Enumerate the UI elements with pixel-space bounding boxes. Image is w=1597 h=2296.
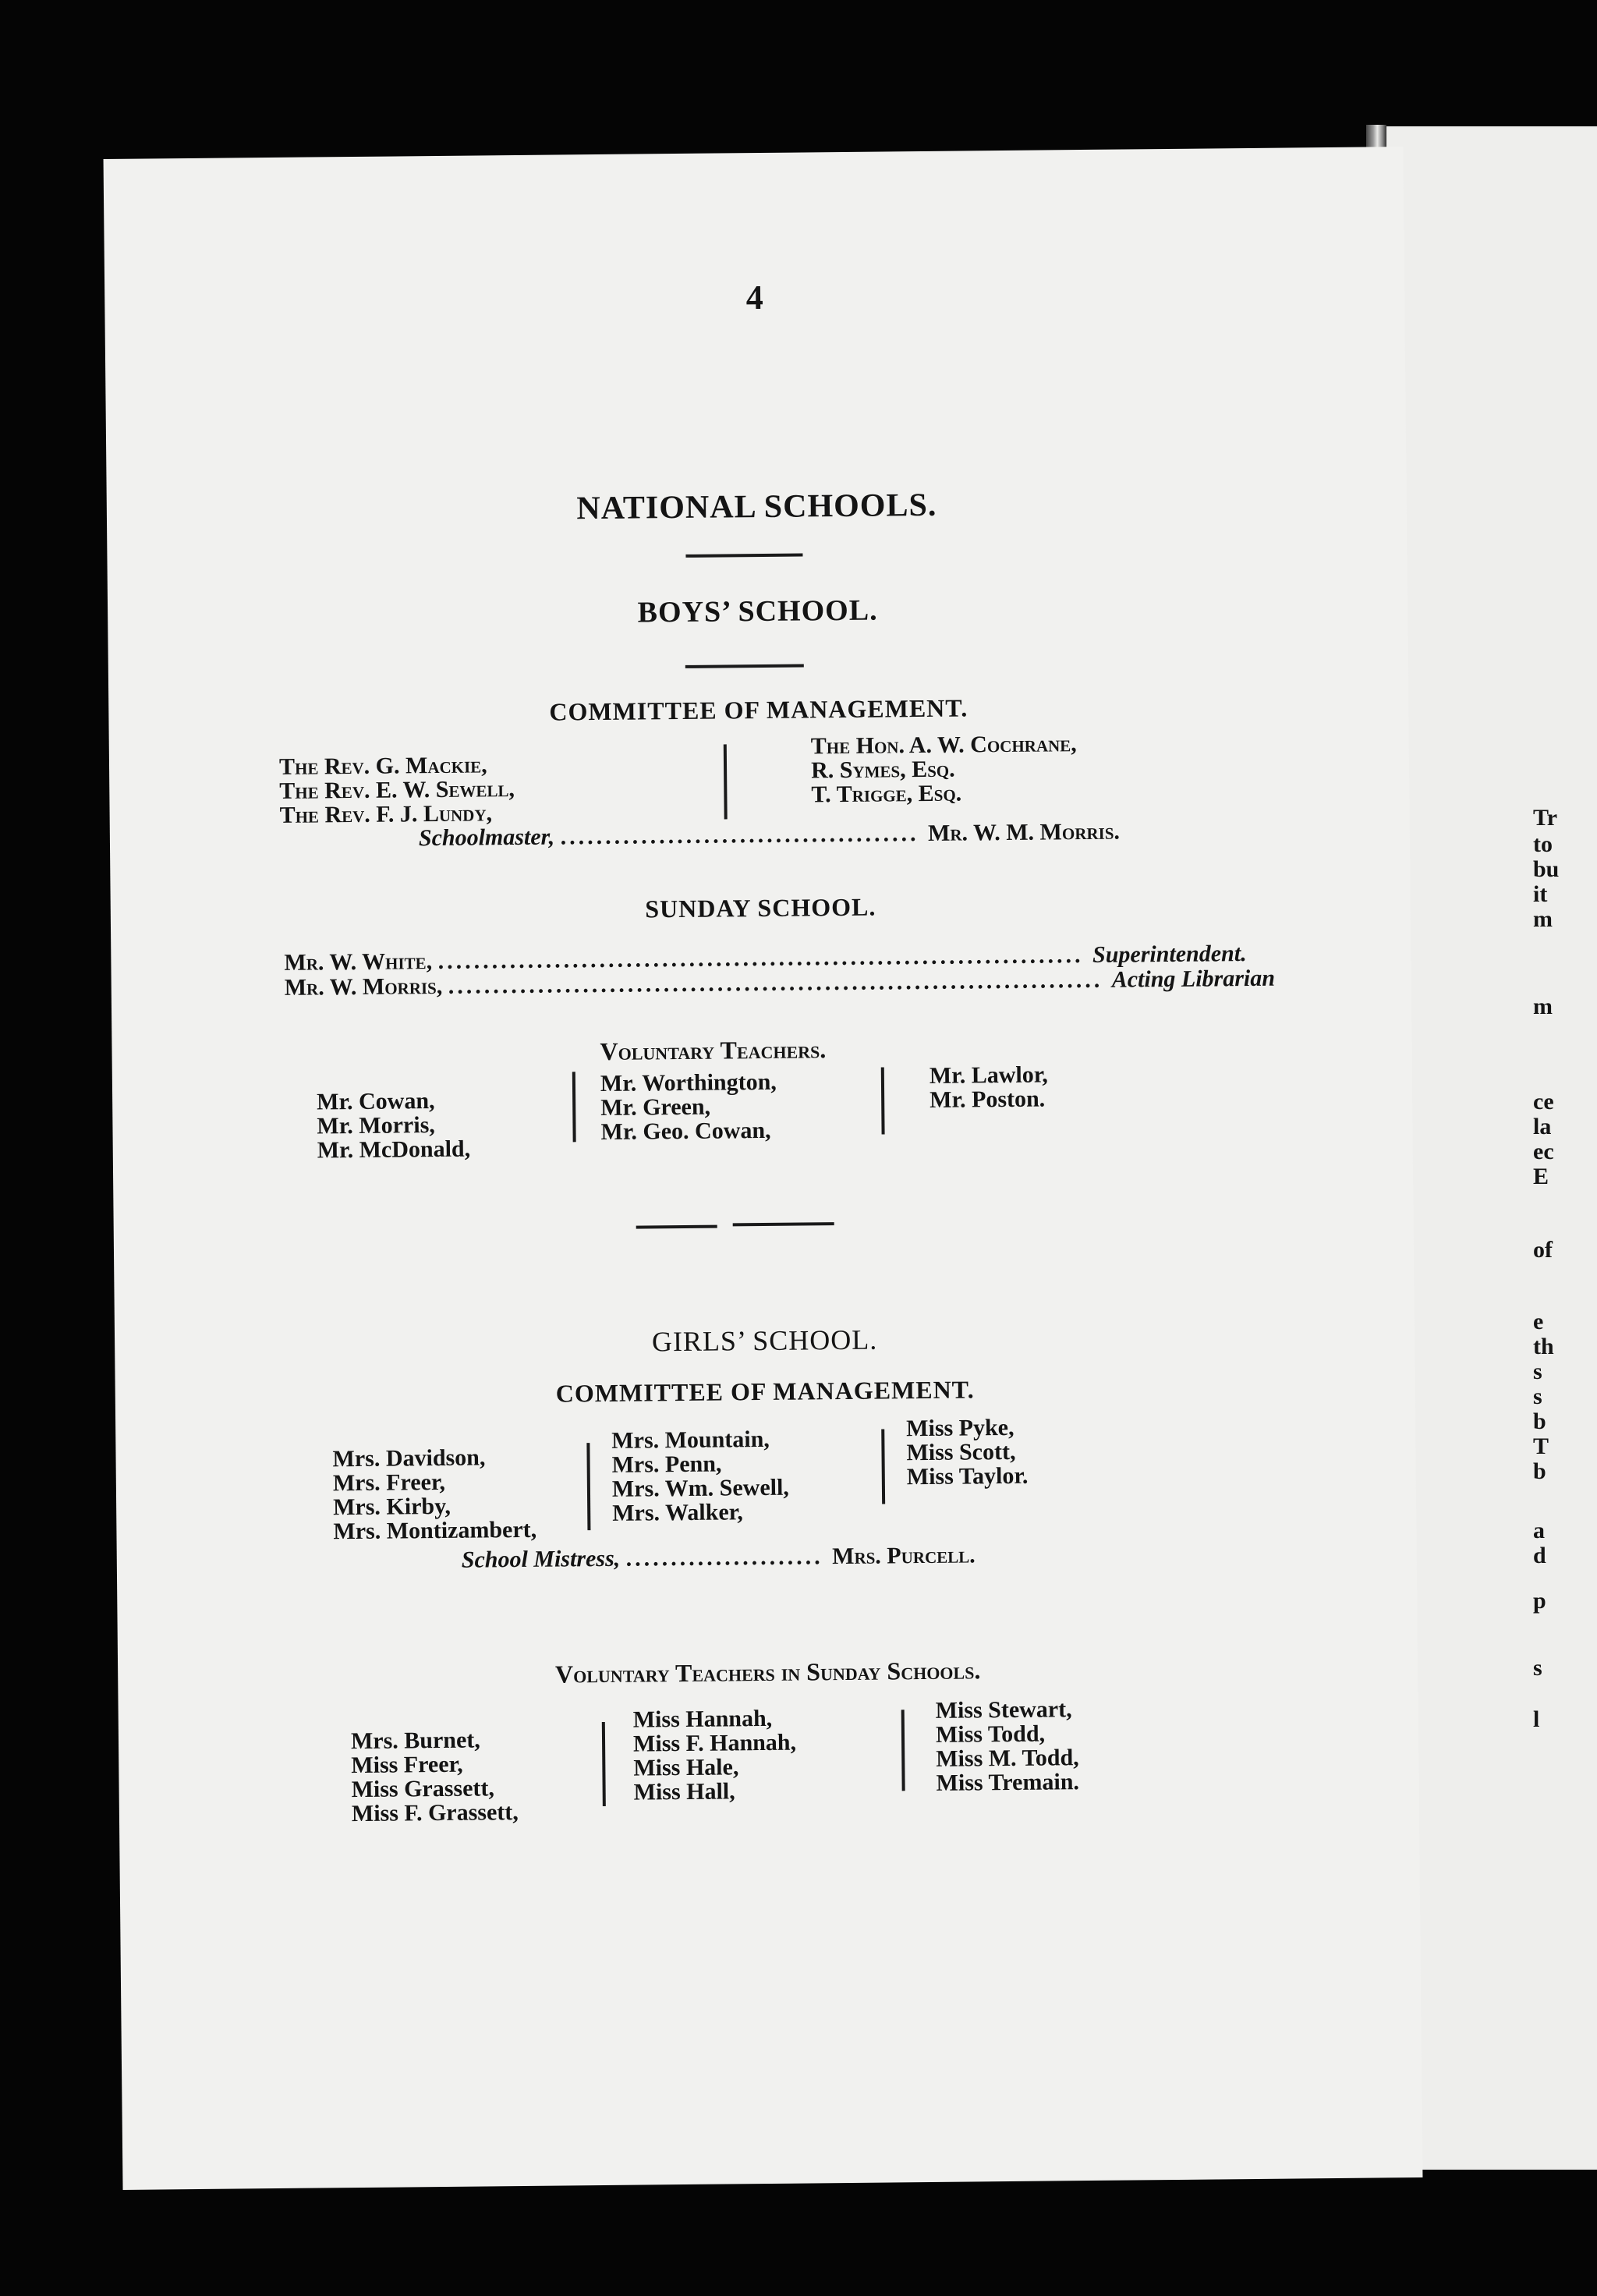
- section-divider: [636, 1225, 717, 1229]
- committee-member: The Rev. E. W. Sewell,: [279, 776, 515, 804]
- school-mistress-line: [462, 1542, 976, 1573]
- committee-member: Mrs. Davidson,: [332, 1444, 486, 1472]
- column-divider: [901, 1710, 905, 1791]
- teacher-name: Miss Todd,: [935, 1720, 1046, 1748]
- teacher-name: Mr. Poston.: [930, 1086, 1046, 1113]
- boys-committee-heading: COMMITTEE OF MANAGEMENT.: [549, 693, 968, 726]
- column-divider: [881, 1430, 885, 1504]
- facing-page-fragment: m: [1533, 906, 1553, 932]
- committee-member: The Rev. F. J. Lundy,: [279, 800, 493, 828]
- facing-page-fragment: d: [1533, 1543, 1546, 1568]
- teacher-name: Miss Hannah,: [632, 1705, 773, 1733]
- committee-member: Mrs. Penn,: [611, 1451, 722, 1478]
- facing-page-fragment: s: [1533, 1359, 1542, 1384]
- teacher-name: Mr. Cowan,: [316, 1088, 435, 1115]
- girls-school-heading: GIRLS’ SCHOOL.: [651, 1323, 878, 1358]
- boys-teachers-col-2: [600, 1070, 777, 1144]
- committee-member: Mrs. Wm. Sewell,: [611, 1474, 789, 1502]
- girls-committee-col-2: [611, 1427, 789, 1525]
- facing-page-fragment: l: [1533, 1706, 1540, 1732]
- column-divider: [602, 1722, 606, 1806]
- committee-member: The Hon. A. W. Cochrane,: [810, 731, 1077, 760]
- boys-school-heading: BOYS’ SCHOOL.: [637, 593, 878, 629]
- mistress-name: Mrs. Purcell.: [832, 1542, 976, 1570]
- facing-page-fragment: e: [1533, 1309, 1544, 1334]
- leader-dots: ......................: [625, 1543, 833, 1571]
- divider: [685, 664, 804, 668]
- teacher-name: Miss Grassett,: [351, 1775, 495, 1803]
- boys-voluntary-teachers-heading: Voluntary Teachers.: [600, 1035, 827, 1065]
- teacher-name: Miss Hale,: [633, 1754, 739, 1781]
- teacher-name: Miss Stewart,: [935, 1696, 1072, 1724]
- facing-page-fragment: m: [1533, 994, 1553, 1019]
- teacher-name: Mr. Green,: [600, 1093, 711, 1121]
- leader-dots: .........................................................................: [448, 966, 1112, 999]
- committee-member: R. Symes, Esq.: [810, 756, 955, 784]
- girls-committee-col-1: [332, 1445, 536, 1543]
- teacher-name: Mr. Worthington,: [600, 1068, 777, 1097]
- sunday-name: Mr. W. White,: [284, 948, 433, 976]
- committee-member: Mrs. Freer,: [332, 1469, 446, 1497]
- committee-member: Mrs. Montizambert,: [333, 1516, 537, 1545]
- column-divider: [724, 744, 728, 819]
- teacher-name: Mr. Lawlor,: [929, 1061, 1048, 1089]
- facing-page-fragment: th: [1533, 1334, 1554, 1359]
- facing-page-fragment: ec: [1533, 1139, 1554, 1164]
- boys-committee-right: [811, 732, 1078, 806]
- column-divider: [572, 1072, 576, 1142]
- boys-teachers-col-1: [317, 1089, 470, 1163]
- girls-sunday-col-3: [936, 1697, 1080, 1795]
- facing-page-fragment: b: [1533, 1458, 1546, 1484]
- girls-sunday-col-2: [633, 1706, 797, 1805]
- mistress-label: School Mistress,: [461, 1545, 621, 1573]
- schoolmaster-name: Mr. W. M. Morris.: [927, 818, 1121, 846]
- facing-page-fragment: s: [1533, 1655, 1542, 1681]
- committee-member: T. Trigge, Esq.: [811, 780, 962, 808]
- committee-member: Miss Taylor.: [906, 1462, 1029, 1490]
- facing-page-fragment: of: [1533, 1237, 1553, 1263]
- schoolmaster-label: Schoolmaster,: [418, 824, 555, 852]
- schoolmaster-line: [419, 819, 1120, 852]
- committee-member: Mrs. Kirby,: [332, 1493, 451, 1521]
- document-page: [104, 147, 1423, 2190]
- facing-page-fragment: bu: [1533, 856, 1560, 882]
- committee-member: Mrs. Walker,: [612, 1499, 743, 1526]
- sunday-role: Acting Librarian: [1111, 965, 1276, 993]
- teacher-name: Miss F. Hannah,: [632, 1729, 797, 1757]
- committee-member: Miss Scott,: [906, 1438, 1016, 1466]
- divider: [685, 553, 802, 557]
- facing-page-fragment: b: [1533, 1408, 1546, 1434]
- facing-page-fragment: a: [1533, 1518, 1545, 1543]
- teacher-name: Miss Freer,: [351, 1751, 463, 1779]
- girls-committee-col-3: [906, 1416, 1029, 1489]
- committee-member: Miss Pyke,: [906, 1414, 1015, 1442]
- teacher-name: Mrs. Burnet,: [350, 1727, 480, 1755]
- page-title: NATIONAL SCHOOLS.: [576, 487, 937, 527]
- girls-committee-heading: COMMITTEE OF MANAGEMENT.: [555, 1375, 975, 1408]
- section-divider: [733, 1222, 834, 1226]
- facing-page-fragment: it: [1533, 881, 1548, 907]
- teacher-name: Mr. McDonald,: [317, 1136, 471, 1164]
- teacher-name: Miss M. Todd,: [936, 1745, 1079, 1772]
- committee-member: The Rev. G. Mackie,: [278, 752, 487, 780]
- teacher-name: Mr. Morris,: [317, 1112, 435, 1139]
- column-divider: [586, 1443, 590, 1530]
- sunday-role: Superintendent.: [1092, 941, 1247, 968]
- facing-page-fragment: Tr: [1533, 805, 1558, 831]
- girls-sunday-teachers-heading: Voluntary Teachers in Sunday Schools.: [554, 1656, 981, 1688]
- facing-page-fragment: E: [1533, 1164, 1549, 1189]
- facing-page-fragment: s: [1533, 1384, 1542, 1409]
- boys-committee-left: [279, 753, 515, 827]
- leader-dots: ........................................: [560, 820, 929, 850]
- girls-sunday-col-1: [351, 1727, 519, 1826]
- teacher-name: Mr. Geo. Cowan,: [600, 1117, 771, 1145]
- facing-page-fragment: ce: [1533, 1089, 1554, 1114]
- teacher-name: Miss Tremain.: [936, 1769, 1080, 1796]
- facing-page-fragment: T: [1533, 1433, 1549, 1459]
- facing-page-fragment: la: [1533, 1114, 1552, 1139]
- facing-page-fragment: to: [1533, 831, 1553, 857]
- sunday-name: Mr. W. Morris,: [284, 973, 443, 1001]
- boys-sunday-school-heading: SUNDAY SCHOOL.: [645, 892, 876, 923]
- teacher-name: Miss Hall,: [633, 1778, 735, 1805]
- committee-member: Mrs. Mountain,: [611, 1426, 770, 1454]
- column-divider: [881, 1068, 885, 1135]
- boys-teachers-col-3: [930, 1062, 1049, 1111]
- teacher-name: Miss F. Grassett,: [351, 1799, 519, 1827]
- facing-page-fragment: p: [1533, 1588, 1546, 1614]
- page-number: 4: [745, 278, 764, 317]
- leader-dots: ........................................................................: [437, 941, 1093, 974]
